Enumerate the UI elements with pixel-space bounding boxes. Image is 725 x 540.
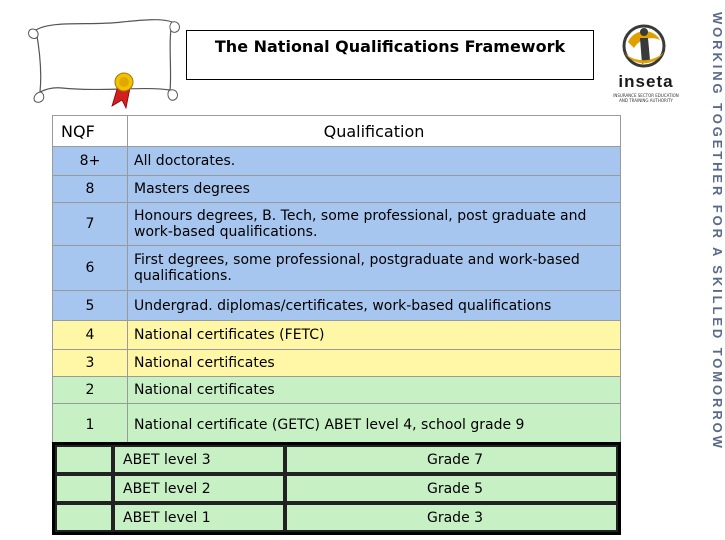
table-row	[53, 377, 621, 404]
row-level: 8	[53, 176, 128, 203]
row-qualification: Masters degrees	[128, 176, 621, 203]
table-row	[53, 203, 621, 246]
row-qualification: First degrees, some professional, postgraduate and work-based qualifications.	[128, 246, 621, 291]
row-level: 5	[53, 291, 128, 321]
row-level: 3	[53, 350, 128, 377]
row-qualification: Undergrad. diplomas/certificates, work-based qualifications	[128, 291, 621, 321]
header-nqf: NQF	[53, 116, 128, 147]
row-level: 1	[53, 404, 128, 447]
row-level: 4	[53, 321, 128, 350]
row-qualification: National certificates	[128, 377, 621, 404]
row-qualification: All doctorates.	[128, 147, 621, 176]
abet-grade: Grade 7	[285, 445, 618, 474]
sidebar-slogan: WORKING TOGETHER FOR A SKILLED TOMORROW	[710, 12, 725, 451]
table-row	[53, 350, 621, 377]
row-level: 7	[53, 203, 128, 246]
abet-table	[52, 442, 621, 535]
table-row	[53, 291, 621, 321]
table-header-row	[53, 116, 621, 147]
row-qualification: National certificate (GETC) ABET level 4, school grade 9	[128, 404, 621, 447]
abet-grade: Grade 5	[285, 474, 618, 503]
abet-level: ABET level 3	[113, 445, 285, 474]
row-level: 6	[53, 246, 128, 291]
logo-subtitle: INSURANCE SECTOR EDUCATION AND TRAINING AUTHORITY	[613, 93, 679, 103]
header-qualification: Qualification	[128, 116, 621, 147]
scroll-certificate-icon	[22, 12, 182, 108]
row-qualification: National certificates (FETC)	[128, 321, 621, 350]
abet-row	[55, 445, 618, 474]
row-qualification: National certificates	[128, 350, 621, 377]
table-row	[53, 321, 621, 350]
logo-name: inseta	[618, 72, 674, 91]
row-qualification: Honours degrees, B. Tech, some professional, post graduate and work-based qualifications.	[128, 203, 621, 246]
table-row	[53, 246, 621, 291]
table-row	[53, 147, 621, 176]
table-row	[53, 176, 621, 203]
row-level: 2	[53, 377, 128, 404]
abet-level: ABET level 2	[113, 474, 285, 503]
nqf-table	[52, 115, 621, 447]
page-title: The National Qualifications Framework	[214, 36, 566, 56]
row-level: 8+	[53, 147, 128, 176]
abet-level: ABET level 1	[113, 503, 285, 532]
abet-row	[55, 474, 618, 503]
title-box	[186, 30, 594, 80]
abet-grade: Grade 3	[285, 503, 618, 532]
table-row	[53, 404, 621, 447]
abet-row	[55, 503, 618, 532]
